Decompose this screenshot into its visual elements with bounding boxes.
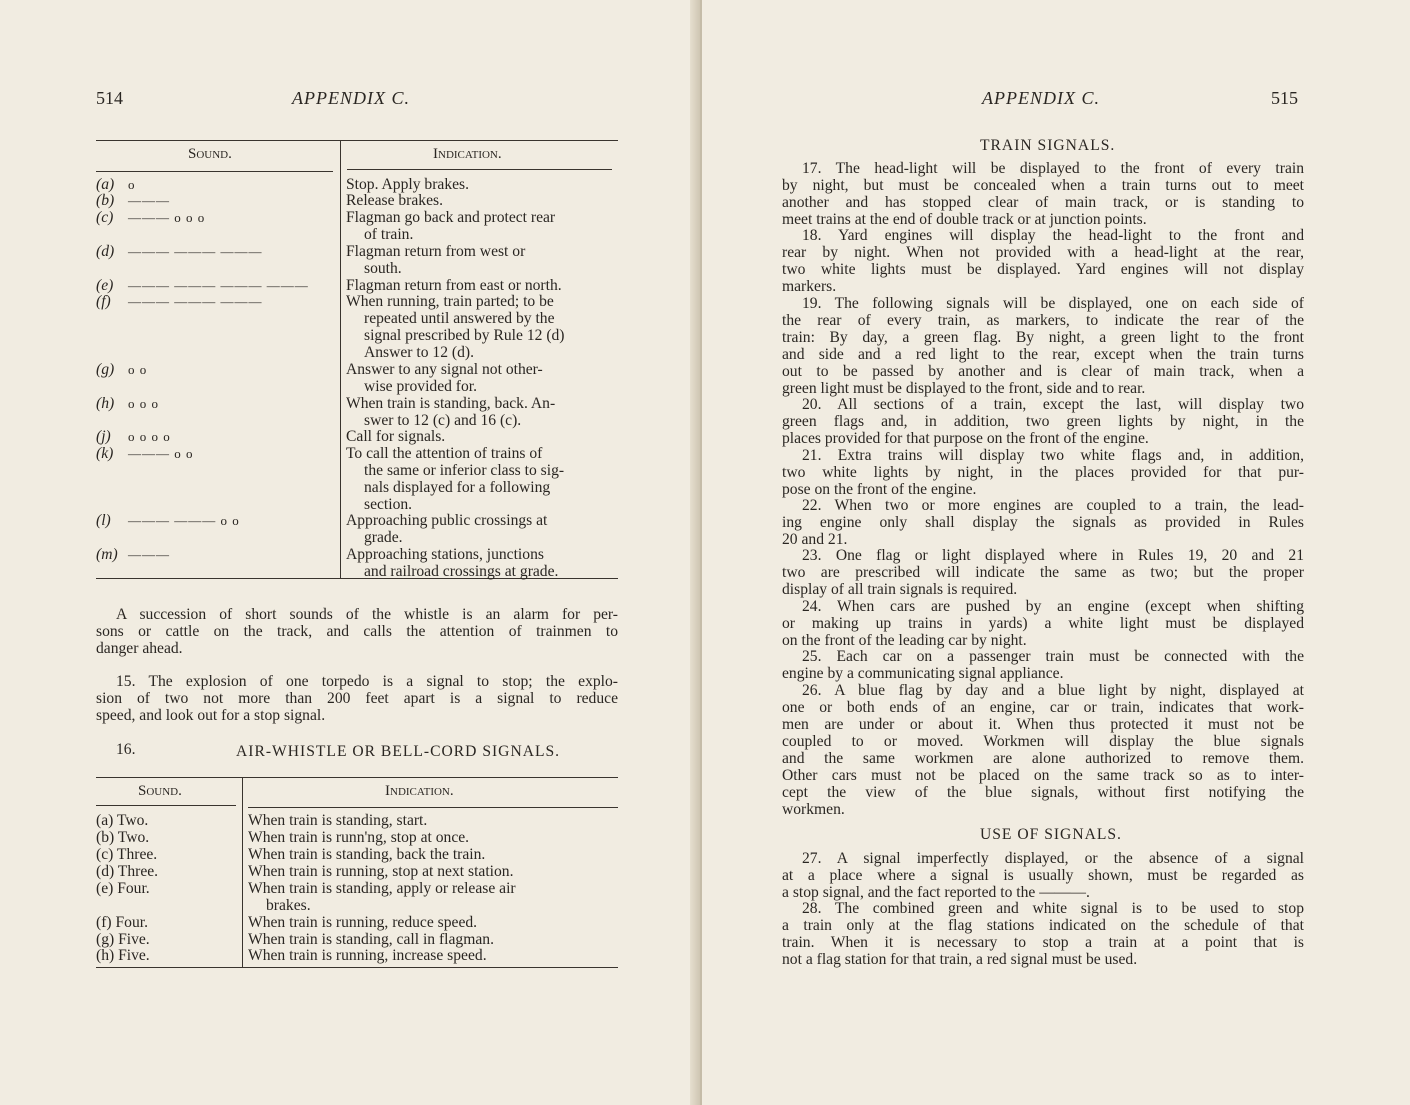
table1-signal-pattern: ——— <box>128 193 170 208</box>
table1-sound-cell: (a) <box>96 176 115 193</box>
text-line: 28. The combined green and white signal is to be used to stop <box>802 900 1304 918</box>
text-line: two are prescribed will indicate the same as two; but the proper <box>782 564 1304 582</box>
table1-sound-cell: (h) <box>96 395 115 412</box>
table1-signal-pattern: ——— ——— ——— <box>128 294 263 309</box>
text-line: 15. The explosion of one torpedo is a signal to stop; the explo- <box>116 673 618 690</box>
page-number-left: 514 <box>96 88 123 108</box>
indication-line: wise provided for. <box>364 378 478 395</box>
section-title-use-of-signals: USE OF SIGNALS. <box>980 826 1122 843</box>
rule-paragraph <box>782 900 1304 968</box>
text-line: ing engine only shall display the signals as provided in Rules <box>782 514 1304 531</box>
table1-indication-cell <box>346 293 618 361</box>
indication-line: Flagman go back and protect rear <box>346 209 556 226</box>
table1-signal-pattern: o o <box>128 362 148 377</box>
table1-signal-pattern: o o o <box>128 396 159 411</box>
text-line: pose on the front of the engine. <box>782 480 977 498</box>
indication-line: nals displayed for a following <box>364 479 551 496</box>
table1-sound-cell: (b) <box>96 192 115 209</box>
indication-line: and railroad crossings at grade. <box>364 563 559 580</box>
table1-indication-cell <box>346 176 618 193</box>
text-line: and the same workmen are alone authorized to remove them. <box>782 749 1304 767</box>
text-line: 20. All sections of a train, except the last, will display two <box>802 396 1304 414</box>
text-line: danger ahead. <box>96 640 183 657</box>
table1-signal-pattern: ——— <box>128 547 170 562</box>
text-line: cept the view of the blue signals, without first notifying the <box>782 783 1304 801</box>
indication-line: brakes. <box>266 897 311 914</box>
indication-line: When running, train parted; to be <box>346 293 554 310</box>
table1-signal-pattern: o <box>128 177 136 192</box>
page-number-right: 515 <box>1271 88 1298 108</box>
indication-line: Approaching stations, junctions <box>346 546 544 563</box>
rule-paragraph <box>782 396 1304 447</box>
table1-sound-cell: (d) <box>96 243 115 260</box>
table1-indication-cell <box>346 192 618 209</box>
indication-line: Flagman return from west or <box>346 243 526 260</box>
rule-16-title: AIR-WHISTLE OR BELL-CORD SIGNALS. <box>236 743 561 760</box>
table1-sound-cell: (k) <box>96 445 114 462</box>
text-line: 18. Yard engines will display the head-light to the front and <box>802 227 1304 245</box>
text-line: 22. When two or more engines are coupled to a train, the lead- <box>802 497 1304 514</box>
table1-signal-pattern: ——— o o <box>128 446 194 461</box>
text-line: 25. Each car on a passenger train must be connected with the <box>802 648 1304 666</box>
left-page <box>0 0 700 1105</box>
indication-line: When train is running, increase speed. <box>248 947 487 964</box>
indication-line: Stop. Apply brakes. <box>346 176 470 193</box>
indication-line: repeated until answered by the <box>364 310 555 327</box>
indication-line: signal prescribed by Rule 12 (d) <box>364 327 565 344</box>
table2-indication-cell <box>248 880 618 914</box>
table1-signal-pattern: ——— ——— ——— ——— <box>128 278 309 293</box>
section-title-train-signals: TRAIN SIGNALS. <box>980 137 1116 154</box>
text-line: at a place where a signal is usually shown, must be regarded as <box>782 867 1304 884</box>
text-line: workmen. <box>782 800 845 818</box>
table1-sound-cell: (m) <box>96 546 118 563</box>
rule-paragraph <box>782 648 1304 682</box>
indication-line: Answer to any signal not other- <box>346 361 543 378</box>
indication-line: When train is running, reduce speed. <box>248 914 478 931</box>
paragraph-alarm <box>96 606 618 657</box>
indication-line: the same or inferior class to sig- <box>364 462 565 479</box>
running-title-right: APPENDIX C. <box>982 88 1100 108</box>
text-line: 23. One flag or light displayed where in Rules 19, 20 and 21 <box>802 547 1304 565</box>
text-line: a train only at the flag stations indicated on the schedule of that <box>782 917 1304 935</box>
text-line: places provided for that purpose on the front of the engine. <box>782 430 1149 448</box>
indication-line: When train is runn'ng, stop at once. <box>248 829 470 846</box>
text-line: engine by a communicating signal appliance. <box>782 665 1064 683</box>
text-line: train. When it is necessary to stop a train at a point that is <box>782 934 1304 952</box>
table1-indication-cell <box>346 361 618 395</box>
table1-indication-cell <box>346 512 618 546</box>
table2-indication-cell <box>248 846 618 863</box>
indication-line: When train is standing, apply or release air <box>248 880 516 897</box>
rule-paragraph <box>782 295 1304 397</box>
paragraph-rule-15 <box>96 673 618 724</box>
right-page <box>702 0 1410 1105</box>
table2-indication-cell <box>248 914 618 931</box>
text-line: display of all train signals is required. <box>782 581 1018 599</box>
rule-paragraph <box>782 547 1304 598</box>
rule-paragraph <box>782 497 1304 548</box>
table1-indication-cell <box>346 395 618 429</box>
table1-sound-cell: (l) <box>96 512 111 529</box>
rule-paragraph <box>782 598 1304 649</box>
table1-indication-cell <box>346 243 618 277</box>
table1-signal-pattern: ——— ——— o o <box>128 513 240 528</box>
table1-indication-cell <box>346 277 618 294</box>
table1-header-sound: Sound. <box>188 146 232 162</box>
text-line: or making up trains in yards) a white light must be displayed <box>782 614 1304 632</box>
table1-sound-cell: (f) <box>96 293 111 310</box>
indication-line: When train is standing, call in flagman. <box>248 931 494 948</box>
rule-16-number: 16. <box>116 741 136 758</box>
text-line: A succession of short sounds of the whistle is an alarm for per- <box>116 606 618 623</box>
indication-line: Answer to 12 (d). <box>364 344 475 361</box>
rule-paragraph <box>782 160 1304 228</box>
text-line: 17. The head-light will be displayed to the front of every train <box>802 160 1304 177</box>
table1-indication-cell <box>346 546 618 580</box>
text-line: sons or cattle on the track, and calls the attention of trainmen to <box>96 623 618 640</box>
table2-indication-cell <box>248 863 618 880</box>
indication-line: swer to 12 (c) and 16 (c). <box>364 412 522 429</box>
table1-signal-pattern: o o o o <box>128 429 171 444</box>
text-line: and side and a red light to the rear, except when the train turns <box>782 345 1304 363</box>
table2-sound-cell: (f) Four. <box>96 914 148 931</box>
text-line: out to be passed by another and is clear of main track, when a <box>782 362 1304 380</box>
text-line: sion of two not more than 200 feet apart is a signal to reduce <box>96 690 618 707</box>
table1-indication-cell <box>346 428 618 445</box>
text-line: the rear of every train, as markers, to indicate the rear of the <box>782 311 1304 329</box>
rule-paragraph <box>782 850 1304 901</box>
text-line: speed, and look out for a stop signal. <box>96 707 326 724</box>
text-line: rear by night. When not provided with a head-light at the rear, <box>782 244 1304 262</box>
table1-signal-pattern: ——— ——— ——— <box>128 244 263 259</box>
indication-line: Release brakes. <box>346 192 443 209</box>
text-line: Other cars must not be placed on the same track so as to inter- <box>782 766 1304 784</box>
text-line: 19. The following signals will be displayed, one on each side of <box>802 294 1304 312</box>
rule-paragraph <box>782 682 1304 818</box>
table2-sound-cell: (h) Five. <box>96 947 150 964</box>
indication-line: Flagman return from east or north. <box>346 277 562 294</box>
rule-paragraph <box>782 227 1304 295</box>
table2-indication-cell <box>248 829 618 846</box>
table2-sound-cell: (a) Two. <box>96 812 149 829</box>
table1-indication-cell <box>346 209 618 243</box>
table2-indication-cell <box>248 947 618 964</box>
indication-line: section. <box>364 496 413 513</box>
text-line: not a flag station for that train, a red signal must be used. <box>782 951 1138 969</box>
table2-sound-cell: (d) Three. <box>96 863 159 880</box>
text-line: 20 and 21. <box>782 531 848 548</box>
text-line: on the front of the leading car by night. <box>782 631 1027 649</box>
table2-sound-cell: (b) Two. <box>96 829 150 846</box>
indication-line: grade. <box>364 529 403 546</box>
text-line: 27. A signal imperfectly displayed, or the absence of a signal <box>802 850 1304 867</box>
text-line: by night, but must be concealed when a train turns out to meet <box>782 177 1304 194</box>
indication-line: of train. <box>364 226 414 243</box>
table1-signal-pattern: ——— o o o <box>128 210 206 225</box>
table1-sound-cell: (j) <box>96 428 111 445</box>
text-line: a stop signal, and the fact reported to the ———. <box>782 884 1090 901</box>
text-line: markers. <box>782 278 837 296</box>
table2-indication-cell <box>248 812 618 829</box>
indication-line: Call for signals. <box>346 428 446 445</box>
table2-header-sound: Sound. <box>138 783 182 799</box>
text-line: 24. When cars are pushed by an engine (except when shifting <box>802 597 1304 615</box>
table2-sound-cell: (g) Five. <box>96 931 150 948</box>
table1-sound-cell: (g) <box>96 361 115 378</box>
text-line: one or both ends of an engine, car or train, indicates that work- <box>782 698 1304 716</box>
text-line: green flags and, in addition, two green lights by night, in the <box>782 413 1304 431</box>
text-line: coupled to or moved. Workmen will display the blue signals <box>782 732 1304 750</box>
text-line: men are under or about it. When thus protected it must not be <box>782 715 1304 733</box>
text-line: green light must be displayed to the front, side and to rear. <box>782 379 1146 397</box>
table2-sound-cell: (c) Three. <box>96 846 158 863</box>
table2-indication-cell <box>248 931 618 948</box>
indication-line: When train is running, stop at next station. <box>248 863 514 880</box>
table1-sound-cell: (c) <box>96 209 114 226</box>
text-line: meet trains at the end of double track or at junction points. <box>782 211 1147 228</box>
rule-paragraph <box>782 447 1304 498</box>
text-line: another and has stopped clear of main track, or is standing to <box>782 194 1304 211</box>
text-line: two white lights by night, in the places provided for that pur- <box>782 463 1304 481</box>
indication-line: south. <box>364 260 402 277</box>
text-line: two white lights must be displayed. Yard engines will not display <box>782 261 1304 279</box>
indication-line: Approaching public crossings at <box>346 512 548 529</box>
running-title-left: APPENDIX C. <box>292 88 410 108</box>
text-line: 21. Extra trains will display two white flags and, in addition, <box>802 446 1304 464</box>
table1-sound-cell: (e) <box>96 277 114 294</box>
indication-line: When train is standing, start. <box>248 812 428 829</box>
table1-indication-cell <box>346 445 618 513</box>
text-line: train: By day, a green flag. By night, a green light to the front <box>782 328 1304 346</box>
table2-sound-cell: (e) Four. <box>96 880 150 897</box>
indication-line: To call the attention of trains of <box>346 445 543 462</box>
table2-header-indication: Indication. <box>385 783 454 799</box>
indication-line: When train is standing, back. An- <box>346 395 556 412</box>
table1-header-indication: Indication. <box>433 146 502 162</box>
text-line: 26. A blue flag by day and a blue light by night, displayed at <box>802 681 1304 699</box>
indication-line: When train is standing, back the train. <box>248 846 486 863</box>
